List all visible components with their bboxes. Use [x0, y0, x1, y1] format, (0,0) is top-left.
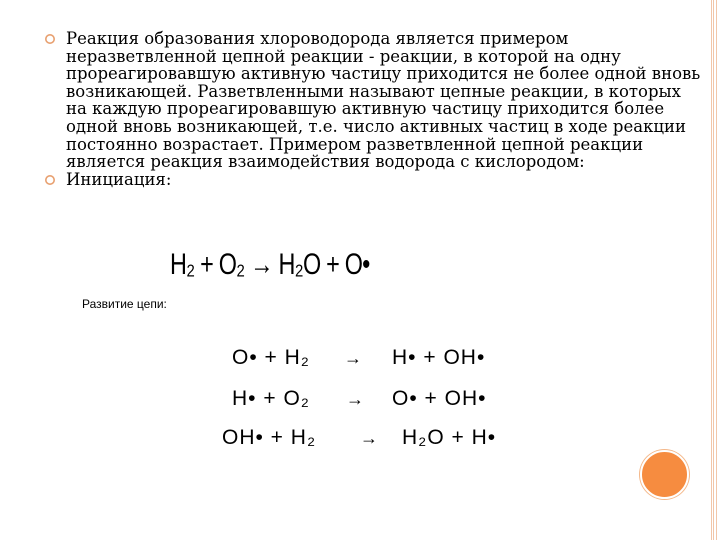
reaction-products: H₂O + H•	[402, 426, 497, 449]
bullet-item-chain-reactions	[44, 30, 704, 171]
reaction-products: H• + OH•	[392, 346, 486, 369]
bullet-item-initiation	[44, 171, 704, 189]
bullet-list	[44, 30, 704, 188]
bullet-text: Реакция образования хлороводорода является примером неразветвленной цепной реакции - реакции, в которой на одну прореагировавшую активную частицу приходится не более одной вновь возникающей. Разветвленными называют цепные реакции, в которых на каждую прореагировавшую активную частицу приходится более одной вновь возникающей, т.е. число активных частиц в ходе реакции постоянно возрастает. Примером разветвленной цепной реакции является реакция взаимодействия водорода с кислородом:	[66, 29, 701, 172]
reaction-arrow: →	[360, 428, 379, 448]
circle-bullet-icon	[44, 33, 56, 45]
slide-frame-right-inner	[716, 0, 718, 540]
reaction-reactants: OH• + H₂	[222, 426, 317, 449]
reaction-reactants: H• + O₂	[232, 387, 310, 410]
slide-frame-right	[711, 0, 714, 540]
initiation-equation: H₂ + O₂ → H₂O + O•	[170, 248, 370, 281]
reaction-reactants: O• + H₂	[232, 346, 310, 369]
reaction-arrow: →	[346, 389, 365, 409]
chain-propagation-label: Развитие цепи:	[82, 297, 167, 311]
decorative-orange-circle	[640, 450, 689, 499]
circle-bullet-icon	[44, 174, 56, 186]
reaction-products: O• + OH•	[392, 387, 487, 410]
bullet-text: Инициация:	[66, 169, 172, 189]
reaction-arrow: →	[344, 348, 363, 368]
